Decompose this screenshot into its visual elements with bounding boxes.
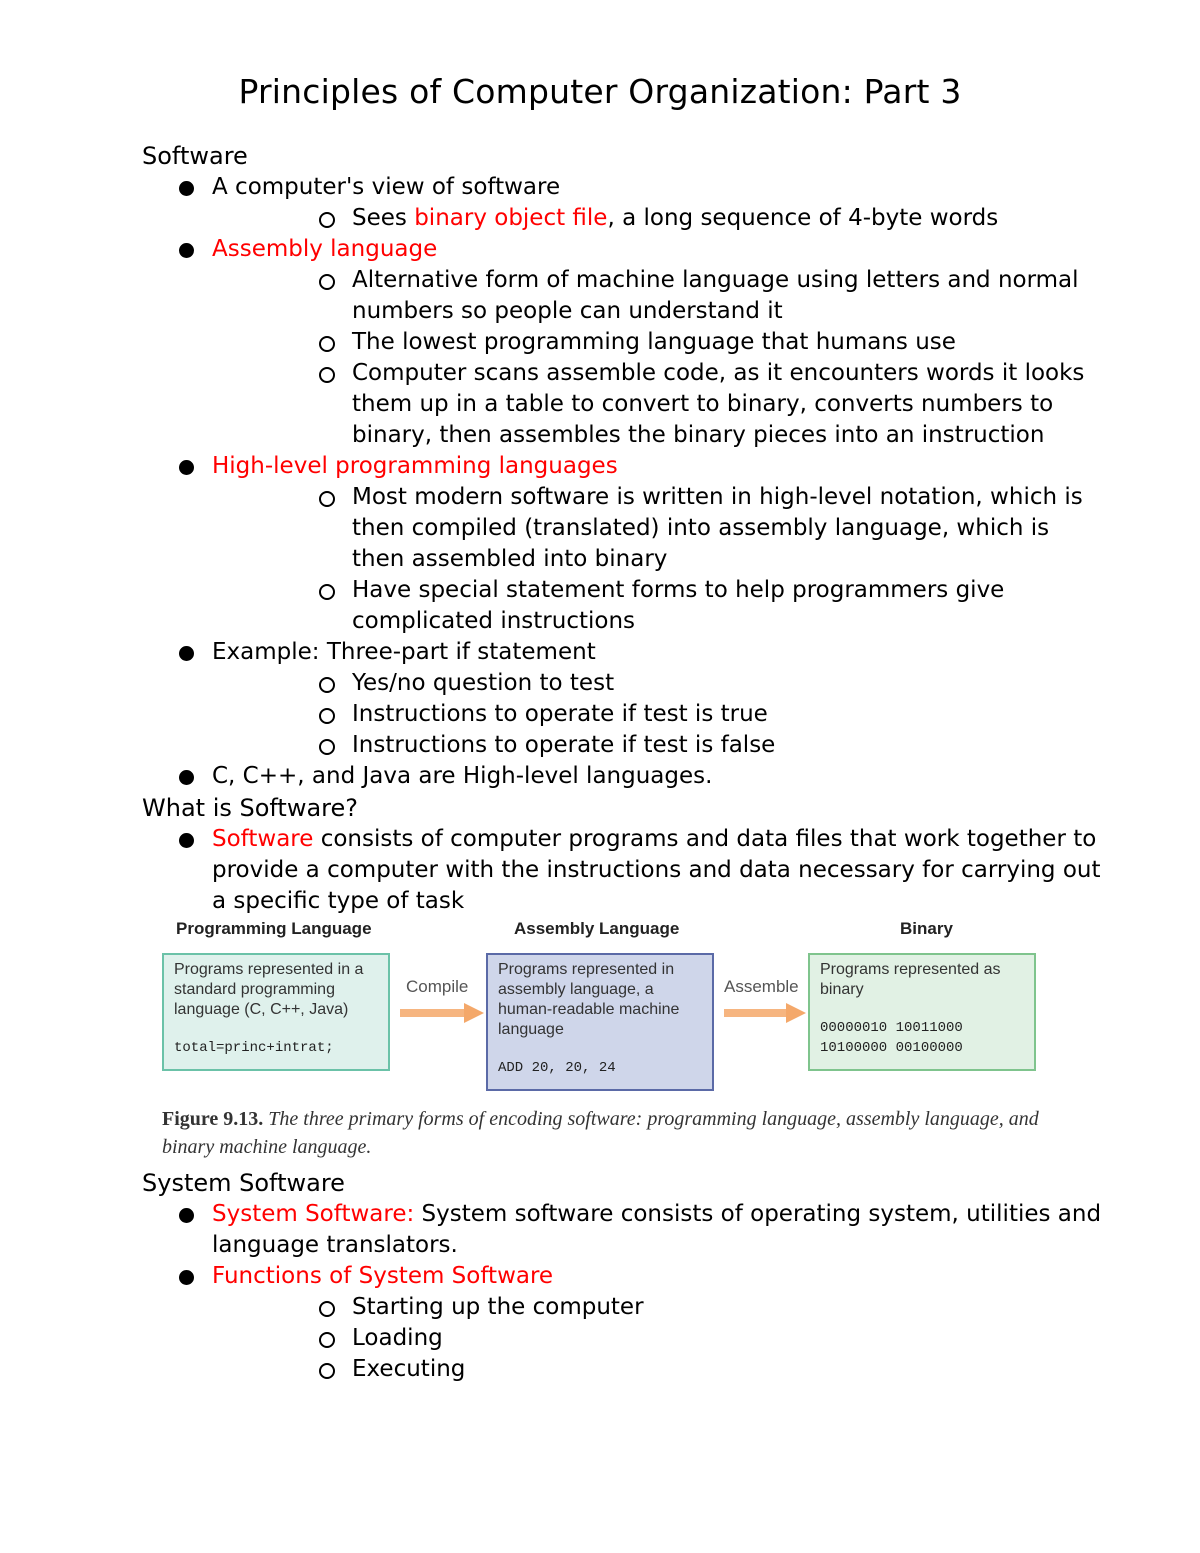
code-sample: 10100000 00100000: [820, 1040, 963, 1056]
list-item: Starting up the computer: [212, 1292, 1102, 1323]
figure-caption: Figure 9.13. The three primary forms of encoding software: programming language, assembly language, and binary machine language.: [162, 1108, 1039, 1158]
heading-software: Software: [142, 142, 248, 170]
compile-arrow-icon: [400, 1003, 484, 1023]
list-item: Instructions to operate if test is true: [212, 699, 1102, 730]
list-item: [142, 451, 1102, 637]
list-item: Have special statement forms to help programmers give complicated instructions: [212, 575, 1102, 637]
list-item: Most modern software is written in high-level notation, which is then compiled (translated) into assembly language, which is then assembled into binary: [212, 482, 1102, 575]
list-item: Instructions to operate if test is false: [212, 730, 1102, 761]
list-item: System Software: System software consists of operating system, utilities and language translators.: [142, 1199, 1102, 1261]
list-item: Alternative form of machine language using letters and normal numbers so people can understand it: [212, 265, 1102, 327]
heading-what-is-software: What is Software?: [142, 794, 359, 822]
figure-heading-assembly: Assembly Language: [514, 919, 680, 938]
compile-label: Compile: [406, 977, 469, 996]
highlight-term: System Software:: [212, 1201, 415, 1227]
software-forms-figure: [162, 917, 1042, 1167]
figure-heading-binary: Binary: [900, 919, 953, 938]
highlight-term: binary object file: [414, 205, 608, 231]
list-item: The lowest programming language that humans use: [212, 327, 1102, 358]
assemble-arrow-icon: [724, 1003, 806, 1023]
code-sample: ADD 20, 20, 24: [498, 1060, 616, 1076]
list-item: [142, 234, 1102, 451]
software-list: [142, 172, 1102, 792]
figure-heading-programming: Programming Language: [176, 919, 372, 938]
list-item: [142, 172, 1102, 234]
list-item: Executing: [212, 1354, 1102, 1385]
list-item: Software consists of computer programs and data files that work together to provide a computer with the instructions and data necessary for carrying out a specific type of task: [142, 824, 1102, 917]
highlight-term: Assembly language: [212, 236, 438, 262]
code-sample: total=princ+intrat;: [174, 1040, 334, 1056]
assembly-language-box: Programs represented in assembly language, a human-readable machine language ADD 20, 20, 24: [486, 953, 714, 1091]
heading-system-software: System Software: [142, 1169, 345, 1197]
list-item: Example: Three-part if statement Yes/no question to test Instructions to operate if test is true Instructions to operate if test is false: [142, 637, 1102, 761]
highlight-term: Functions of System Software: [212, 1263, 554, 1289]
list-item: C, C++, and Java are High-level languages.: [142, 761, 1102, 792]
bullet-text: A computer's view of software: [212, 174, 561, 200]
assemble-label: Assemble: [724, 977, 799, 996]
list-item: Loading: [212, 1323, 1102, 1354]
list-item: [142, 1261, 1102, 1385]
highlight-term: Software: [212, 826, 314, 852]
binary-box: Programs represented as binary 00000010 10011000 10100000 00100000: [808, 953, 1036, 1071]
highlight-term: High-level programming languages: [212, 453, 618, 479]
code-sample: 00000010 10011000: [820, 1020, 963, 1036]
list-item: Computer scans assemble code, as it encounters words it looks them up in a table to convert to binary, converts numbers to binary, then assembles the binary pieces into an instruction: [212, 358, 1102, 451]
programming-language-box: Programs represented in a standard programming language (C, C++, Java) total=princ+intrat;: [162, 953, 390, 1071]
page-title: Principles of Computer Organization: Part 3: [238, 72, 962, 111]
document-body: [142, 140, 1102, 1385]
list-item: Yes/no question to test: [212, 668, 1102, 699]
list-item: Sees binary object file, a long sequence of 4-byte words: [212, 203, 1102, 234]
